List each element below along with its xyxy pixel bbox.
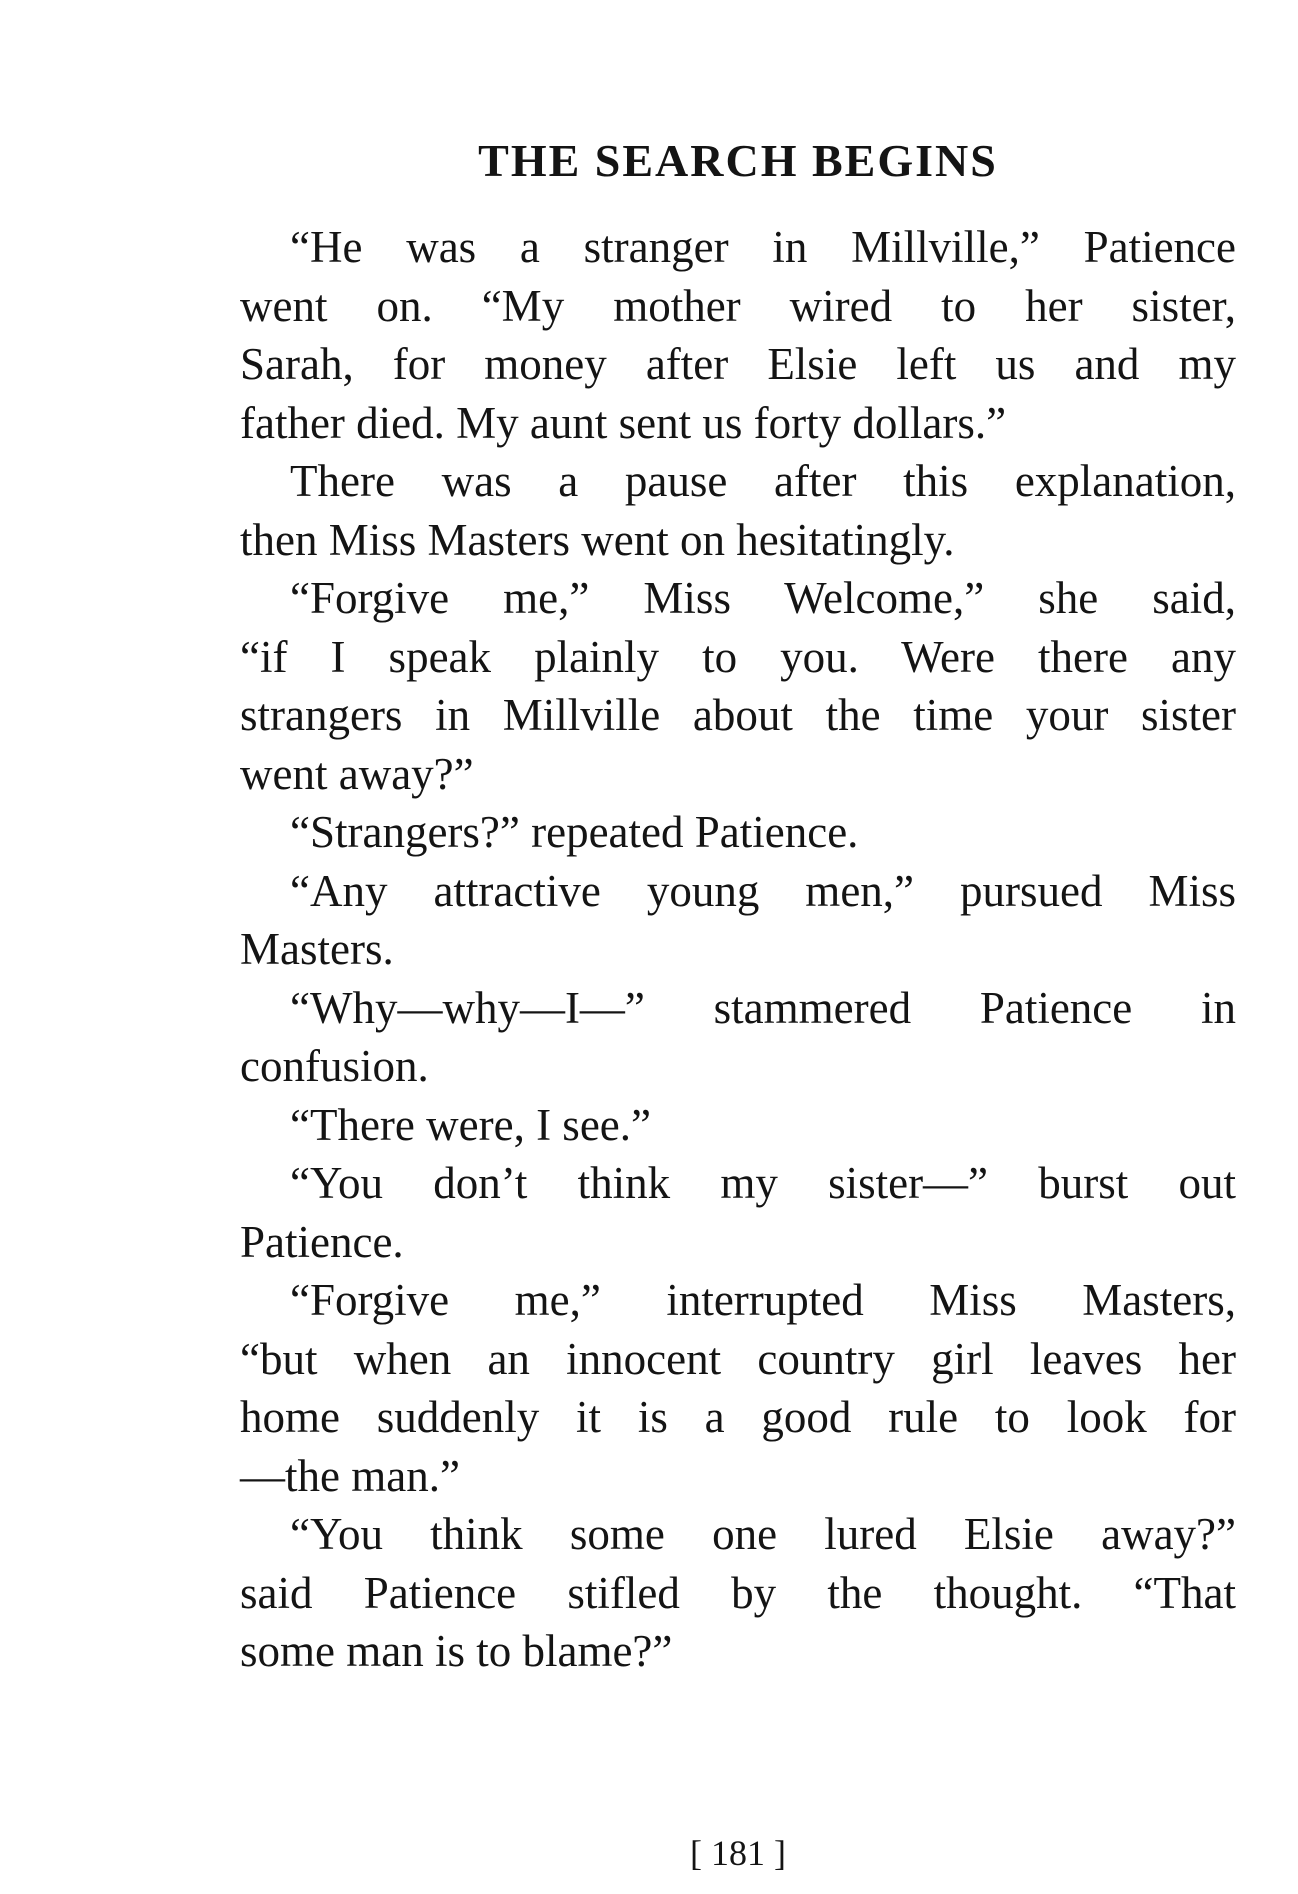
paragraph-9 bbox=[240, 1271, 1236, 1505]
text-line: father died. My aunt sent us forty dollars.” bbox=[240, 397, 1007, 448]
text-line: “Forgive me,” Miss Welcome,” she said, bbox=[290, 573, 1236, 623]
text-line: said Patience stifled by the thought. “That bbox=[240, 1567, 1236, 1618]
paragraph-7 bbox=[240, 1096, 1236, 1155]
book-page bbox=[240, 130, 1236, 1873]
text-line: strangers in Millville about the time your sister bbox=[240, 690, 1236, 740]
text-line: “You think some one lured Elsie away?” bbox=[290, 1509, 1236, 1559]
text-line: went away?” bbox=[240, 748, 474, 799]
text-line: “if I speak plainly to you. Were there any bbox=[240, 631, 1236, 682]
paragraph-8 bbox=[240, 1154, 1236, 1271]
text-line: Sarah, for money after Elsie left us and my bbox=[240, 339, 1236, 389]
text-line: “but when an innocent country girl leaves her bbox=[240, 1333, 1236, 1384]
paragraph-5 bbox=[240, 862, 1236, 979]
text-line: confusion. bbox=[240, 1041, 429, 1091]
text-line: Masters. bbox=[240, 924, 394, 974]
text-line: “Why—why—I—” stammered Patience in bbox=[290, 982, 1236, 1033]
running-head: THE SEARCH BEGINS bbox=[478, 135, 998, 186]
text-line: “Forgive me,” interrupted Miss Masters, bbox=[290, 1275, 1236, 1325]
text-line: then Miss Masters went on hesitatingly. bbox=[240, 514, 955, 565]
page-number: [ 181 ] bbox=[690, 1833, 786, 1873]
paragraph-1 bbox=[240, 218, 1236, 452]
paragraph-2 bbox=[240, 452, 1236, 569]
text-line: “He was a stranger in Millville,” Patience bbox=[290, 222, 1236, 272]
text-line: went on. “My mother wired to her sister, bbox=[240, 280, 1236, 331]
text-line: “There were, I see.” bbox=[290, 1099, 651, 1150]
text-line: “Strangers?” repeated Patience. bbox=[290, 807, 859, 857]
text-line: “Any attractive young men,” pursued Miss bbox=[290, 865, 1236, 916]
text-line: —the man.” bbox=[240, 1450, 460, 1501]
paragraph-10 bbox=[240, 1505, 1236, 1681]
paragraph-6 bbox=[240, 979, 1236, 1096]
text-line: “You don’t think my sister—” burst out bbox=[290, 1158, 1236, 1208]
text-line: Patience. bbox=[240, 1216, 404, 1267]
text-line: There was a pause after this explanation, bbox=[290, 456, 1236, 506]
body-text bbox=[240, 218, 1236, 1681]
paragraph-4 bbox=[240, 803, 1236, 862]
paragraph-3 bbox=[240, 569, 1236, 803]
text-line: some man is to blame?” bbox=[240, 1626, 673, 1676]
text-line: home suddenly it is a good rule to look for bbox=[240, 1392, 1236, 1442]
